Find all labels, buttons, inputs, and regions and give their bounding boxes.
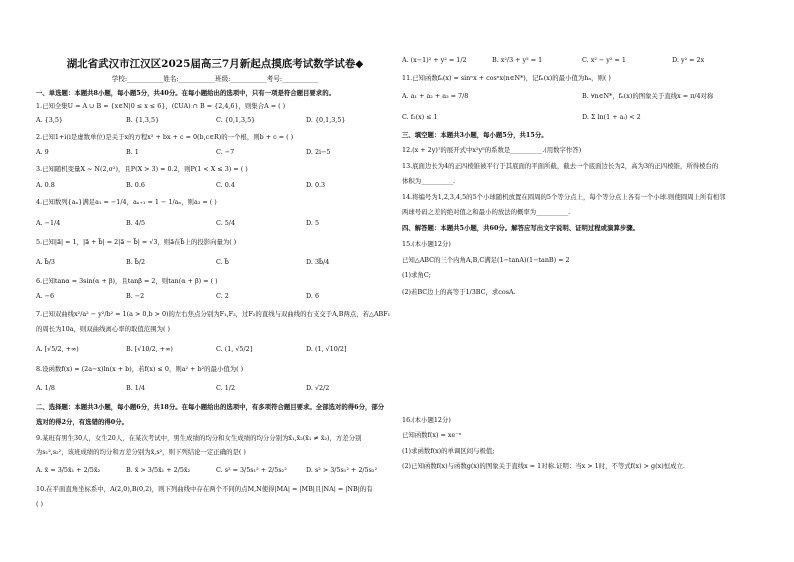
question-3: 3.已知随机变量X ~ N(2,σ²)，且P(X > 3) = 0.2，则P(1 < X ≤ 3) = ( ) <box>36 165 248 173</box>
q8-option-c: C. 1/2 <box>216 384 236 392</box>
question-16-part-2: (2)已知函数f(x)与函数g(x)的图象关于直线x = 1对称.证明：当x > 1时，不等式f(x) > g(x)恒成立. <box>402 462 685 470</box>
q2-option-d: D. 2i−5 <box>306 148 331 156</box>
q6-option-d: D. 6 <box>306 292 320 300</box>
question-13-line-2: 体积为__________. <box>402 177 456 185</box>
q9-option-c: C. s² = 3/5s₁² + 2/5s₂² <box>216 466 287 474</box>
question-8: 8.设函数f(x) = (2a−x)ln(x + b)，若f(x) ≤ 0，则a² + b²的最小值为( ) <box>36 365 244 373</box>
q4-option-d: D. 5 <box>306 219 320 227</box>
q7-option-d: D. (1, √10/2] <box>306 345 347 353</box>
q8-option-b: B. 1/4 <box>126 384 146 392</box>
q7-option-c: C. (1, √5/2] <box>216 345 253 353</box>
question-15-header: 15.(本小题12分) <box>402 240 451 248</box>
question-10-line-2: ( ) <box>36 500 44 508</box>
q4-option-c: C. 5/4 <box>216 219 236 227</box>
q11-option-a: A. a₁ + a₂ + a₃ = 7/8 <box>402 92 469 100</box>
question-6: 6.已知tanα = 3sin(α + β)，且tanβ = 2，则tan(α + β) = ( ) <box>36 277 218 285</box>
q10-option-d: D. y² = 2x <box>672 56 705 64</box>
q5-option-c: C. b⃗ <box>216 258 229 266</box>
q9-option-a: A. x̄ = 3/5x̄₁ + 2/5x̄₂ <box>36 466 101 474</box>
question-15-stem: 已知△ABC的三个内角A,B,C满足(1−tanA)(1−tanB) = 2 <box>402 256 570 264</box>
q1-option-b: B. {1,3,5} <box>126 116 160 124</box>
q6-option-a: A. −6 <box>36 292 55 300</box>
q1-option-a: A. {3,5} <box>36 116 63 124</box>
q1-option-d: D. {0,1,3,5} <box>306 116 346 124</box>
student-info-line: 学校:___________姓名:___________班级:___________考号:___________ <box>111 75 319 83</box>
section-2-heading-line-2: 选对的得2分，有选错的得0分。 <box>36 418 128 426</box>
question-16-stem: 已知函数f(x) = xe⁻ˣ <box>402 431 462 439</box>
question-15-part-1: (1)求角C; <box>402 271 431 279</box>
question-1: 1.已知全集U = A ∪ B = {x∈N|0 ≤ x ≤ 6}，(∁UA) ∩ B = {2,4,6}，则集合A = ( ) <box>36 102 286 110</box>
question-12: 12.(x + 2y)⁷的展开式中x²y⁵的系数是__________.(用数字作答) <box>402 146 582 154</box>
section-2-heading-line-1: 二、选择题：本题共3小题，每小题6分，共18分。在每小题给出的选项中，有多项符合题目要求。全部选对的得6分，部分 <box>36 403 385 411</box>
question-5: 5.已知|a⃗| = 1，|a⃗ + b⃗| = 2|a⃗ − b⃗| = √3，则a⃗在b⃗上的投影向量为( ) <box>36 238 237 246</box>
question-16-part-1: (1)求函数f(x)的单调区间与极值; <box>402 447 495 455</box>
q4-option-a: A. −1/4 <box>36 219 61 227</box>
q7-option-a: A. [√5/2, +∞) <box>36 345 79 353</box>
question-16-header: 16.(本小题12分) <box>402 416 451 424</box>
q3-option-b: B. 0.6 <box>126 181 145 189</box>
question-7-line-2: 的周长为10a，则双曲线离心率的取值范围为( ) <box>36 325 170 333</box>
q10-option-b: B. x²/3 + y² = 1 <box>492 56 543 64</box>
question-10-line-1: 10.在平面直角坐标系中，A(2,0),B(0,2)，则下列曲线中存在两个不同的点M,N使得|MA| = |MB|且|NA| = |NB|的有 <box>36 485 373 493</box>
q3-option-c: C. 0.4 <box>216 181 235 189</box>
q6-option-c: C. 2 <box>216 292 229 300</box>
q2-option-b: B. 1 <box>126 148 139 156</box>
section-1-heading: 一、单选题：本题共8小题，每小题5分，共40分。在每小题给出的选项中，只有一项是符合题目要求的。 <box>36 89 335 97</box>
question-14-line-2: 两球号码之差的绝对值之和最小的放法的概率为__________. <box>402 208 571 216</box>
question-2: 2.已知1+i(i是虚数单位)是关于x的方程x² + bx + c = 0(b,c∈R)的一个根，则b + c = ( ) <box>36 133 294 141</box>
q10-option-c: C. x² − y² = 1 <box>582 56 626 64</box>
q9-option-b: B. x̄ > 3/5x̄₁ + 2/5x̄₂ <box>126 466 191 474</box>
q8-option-d: D. √2/2 <box>306 384 330 392</box>
q3-option-d: D. 0.3 <box>306 181 326 189</box>
q10-option-a: A. (x−1)² + y² = 1/2 <box>402 56 467 64</box>
q11-option-b: B. ∀n∈N*，fₙ(x)的图象关于直线x = π/4对称 <box>582 92 714 100</box>
question-4: 4.已知数列{aₙ}满足a₁ = −1/4，aₙ₊₁ = 1 − 1/aₙ，则a₃ = ( ) <box>36 198 217 206</box>
q6-option-b: B. −2 <box>126 292 145 300</box>
q2-option-a: A. 9 <box>36 148 49 156</box>
question-7-line-1: 7.已知双曲线x²/a² − y²/b² = 1(a > 0,b > 0)的左右焦点分别为F₁,F₂，过F₂的直线与双曲线的右支交于A,B两点，若△ABF₁ <box>36 310 391 318</box>
question-11: 11.已知函数fₙ(x) = sinⁿx + cosⁿx(n∈N*)，记fₙ(x)的最小值为hₙ，则( ) <box>402 74 611 82</box>
q11-option-c: C. f₂(x) ≤ 1 <box>402 113 438 121</box>
question-9-line-1: 9.某班有男生30人，女生20人，在某次考试中，男生成绩的均分和女生成绩的均分分别为x̄₁,x̄₂(x̄₁ ≠ x̄₂)，方差分别 <box>36 434 362 442</box>
q9-option-d: D. s² > 3/5s₁² + 2/5s₂² <box>306 466 378 474</box>
question-14-line-1: 14.将编号为1,2,3,4,5的5个小球随机放置在圆周的5个等分点上，每个等分点上各有一个小球.则使圆周上所有相邻 <box>402 193 726 201</box>
question-13-line-1: 13.底面边长为4的正四棱锥被平行于其底面的平面所截，截去一个底面边长为2，高为3的正四棱锥，所得棱台的 <box>402 162 719 170</box>
q5-option-b: B. b⃗/2 <box>126 258 146 266</box>
question-9-line-2: 为s₁²,s₂²，该班成绩的均分和方差分别为x̄,s²，则下列结论一定正确的是( ) <box>36 448 246 456</box>
q3-option-a: A. 0.8 <box>36 181 55 189</box>
section-3-heading: 三、填空题：本题共3小题，每小题5分，共15分。 <box>402 131 548 139</box>
question-15-part-2: (2)若BC边上的高等于1/3BC，求cosA. <box>402 288 516 296</box>
q11-option-d: D. Σ ln(1 + aᵢ) < 2 <box>582 113 641 121</box>
q4-option-b: B. 4/5 <box>126 219 146 227</box>
q5-option-a: A. b⃗/3 <box>36 258 55 266</box>
q1-option-c: C. {0,1,3,5} <box>216 116 256 124</box>
q2-option-c: C. −7 <box>216 148 235 156</box>
section-4-heading: 四、解答题：本题共5小题，共60分。解答应写出文字说明、证明过程或演算步骤。 <box>402 224 640 232</box>
q5-option-d: D. 3b⃗/4 <box>306 258 330 266</box>
q8-option-a: A. 1/8 <box>36 384 55 392</box>
q7-option-b: B. [√10/2, +∞) <box>126 345 173 353</box>
exam-title: 湖北省武汉市江汉区2025届高三7月新起点摸底考试数学试卷◆ <box>66 58 364 70</box>
